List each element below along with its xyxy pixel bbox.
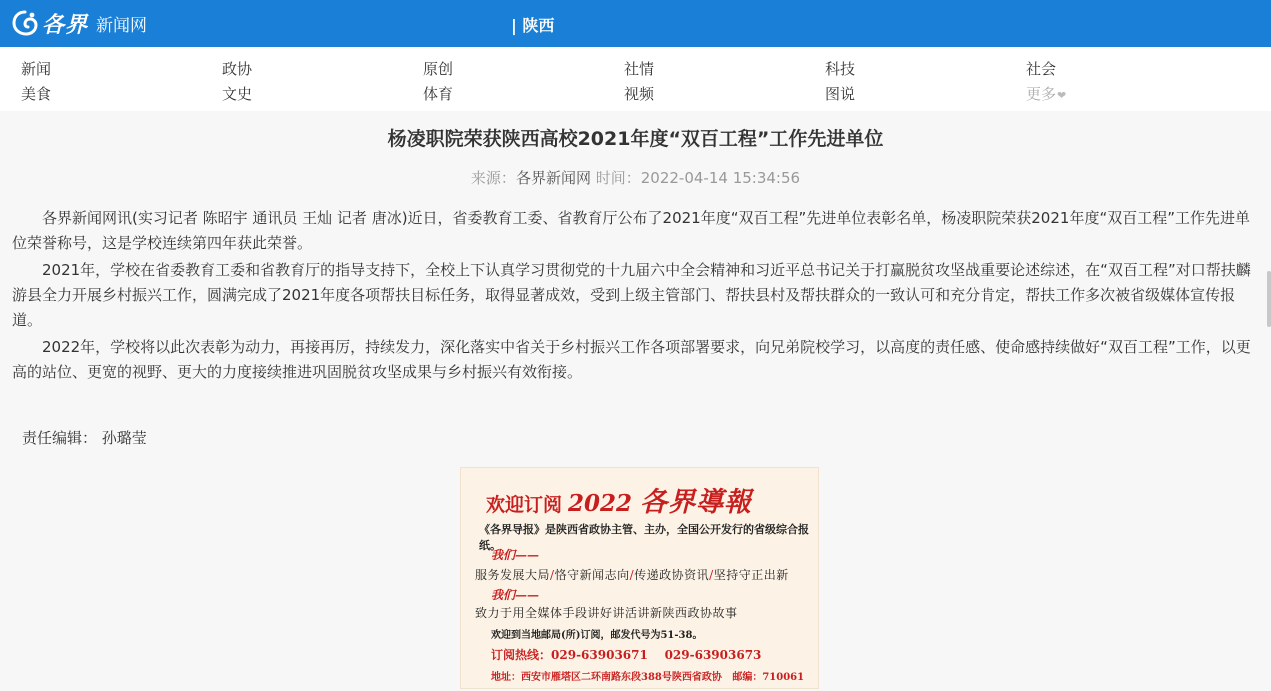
postcode-text: 邮编：710061: [732, 672, 805, 683]
article-meta: [0, 167, 1271, 188]
nav-more-label: 更多: [1026, 85, 1057, 103]
nav-item-cppcc[interactable]: 政协: [222, 60, 253, 78]
source-name[interactable]: 各界新闻网: [515, 169, 591, 187]
banner-year: 2022: [568, 490, 633, 517]
banner-address: [491, 668, 804, 683]
article: [0, 111, 1271, 691]
nav-item-original[interactable]: 原创: [423, 60, 454, 78]
time-label: 时间：: [595, 169, 641, 187]
banner-hotline: [491, 646, 761, 663]
banner-subscribe-note: 欢迎到当地邮局(所)订阅，邮发代号为51-38。: [491, 630, 703, 641]
publish-time: 2022-04-14 15:34:56: [640, 169, 801, 187]
banner-paper-name: 各界導報: [640, 487, 753, 518]
banner-we-label: 我们——: [491, 588, 540, 602]
logo-site-name: 新闻网: [96, 15, 148, 36]
chevron-down-icon: ❤: [1057, 89, 1067, 102]
hotline-number: 029-63903671: [551, 648, 648, 662]
mission-item: 传递政协资讯: [634, 568, 710, 582]
region-label[interactable]: | 陕西: [511, 16, 555, 35]
address-text: 地址：西安市雁塔区二环南路东段388号陕西省政协: [491, 672, 722, 683]
article-paragraph: 2022年，学校将以此次表彰为动力，再接再厉，持续发力，深化落实中省关于乡村振兴工作各项部署要求，向兄弟院校学习，以高度的责任感、使命感持续做好“双百工程”工作，以更高的站位、更宽的视野、更大的力度接续推进巩固脱贫攻坚成果与乡村振兴有效衔接。: [12, 338, 1251, 381]
nav-item-photo[interactable]: 图说: [825, 85, 856, 103]
mission-item: 坚持守正出新: [713, 568, 789, 582]
scrollbar-handle[interactable]: [1267, 271, 1271, 327]
logo-swirl-icon: [12, 10, 38, 36]
banner-mission-line: 服务发展大局/恪守新闻志向/传递政协资讯/坚持守正出新: [475, 568, 789, 582]
nav-item-food[interactable]: 美食: [21, 85, 52, 103]
hotline-label: 订阅热线：: [491, 648, 552, 662]
site-logo[interactable]: [12, 9, 147, 37]
nav-item-sports[interactable]: 体育: [423, 85, 454, 103]
article-body: [12, 206, 1262, 387]
nav-item-news[interactable]: 新闻: [21, 60, 52, 78]
article-title: 杨凌职院荣获陕西高校2021年度“双百工程”工作先进单位: [387, 128, 884, 150]
mission-item: 恪守新闻志向: [554, 568, 630, 582]
channel-nav: [0, 47, 1271, 111]
nav-item-society[interactable]: 社会: [1026, 60, 1057, 78]
editor-label: 责任编辑：: [22, 429, 98, 447]
banner-welcome: 欢迎订阅: [486, 494, 563, 516]
nav-item-history[interactable]: 文史: [222, 85, 253, 103]
nav-more-button[interactable]: [1026, 84, 1066, 106]
source-label: 来源：: [470, 169, 516, 187]
mission-item: 服务发展大局: [475, 568, 551, 582]
article-paragraph: 2021年，学校在省委教育工委和省教育厅的指导支持下，全校上下认真学习贯彻党的十九届六中全会精神和习近平总书记关于打赢脱贫攻坚战重要论述综述，在“双百工程”对口帮扶麟游县全力开展乡村振兴工作，圆满完成了2021年度各项帮扶目标任务，取得显著成效，受到上级主管部门、帮扶县村及帮扶群众的一致认可和充分肯定，帮扶工作多次被省级媒体宣传报道。: [12, 261, 1251, 329]
hotline-number: 029-63903673: [664, 648, 762, 662]
responsible-editor: [22, 427, 147, 448]
top-header: [0, 0, 1271, 47]
article-paragraph: 各界新闻网讯(实习记者 陈昭宇 通讯员 王灿 记者 唐冰)近日，省委教育工委、省教育厅公布了2021年度“双百工程”先进单位表彰名单，杨凌职院荣获2021年度“双百工程”工作先进单位荣誉称号，这是学校连续第四年获此荣誉。: [12, 209, 1250, 252]
nav-item-social-affairs[interactable]: 社情: [624, 60, 655, 78]
subscription-banner[interactable]: [460, 467, 819, 689]
banner-we-label: 我们——: [491, 548, 540, 562]
nav-item-tech[interactable]: 科技: [825, 60, 856, 78]
banner-goal-line: 致力于用全媒体手段讲好讲活讲新陕西政协故事: [475, 606, 738, 620]
banner-description: 《各界导报》是陕西省政协主管、主办，全国公开发行的省级综合报纸。: [479, 523, 809, 552]
banner-headline: [486, 480, 752, 520]
editor-name: 孙璐莹: [101, 429, 147, 447]
logo-name: 各界: [42, 11, 89, 38]
nav-item-video[interactable]: 视频: [624, 85, 655, 103]
